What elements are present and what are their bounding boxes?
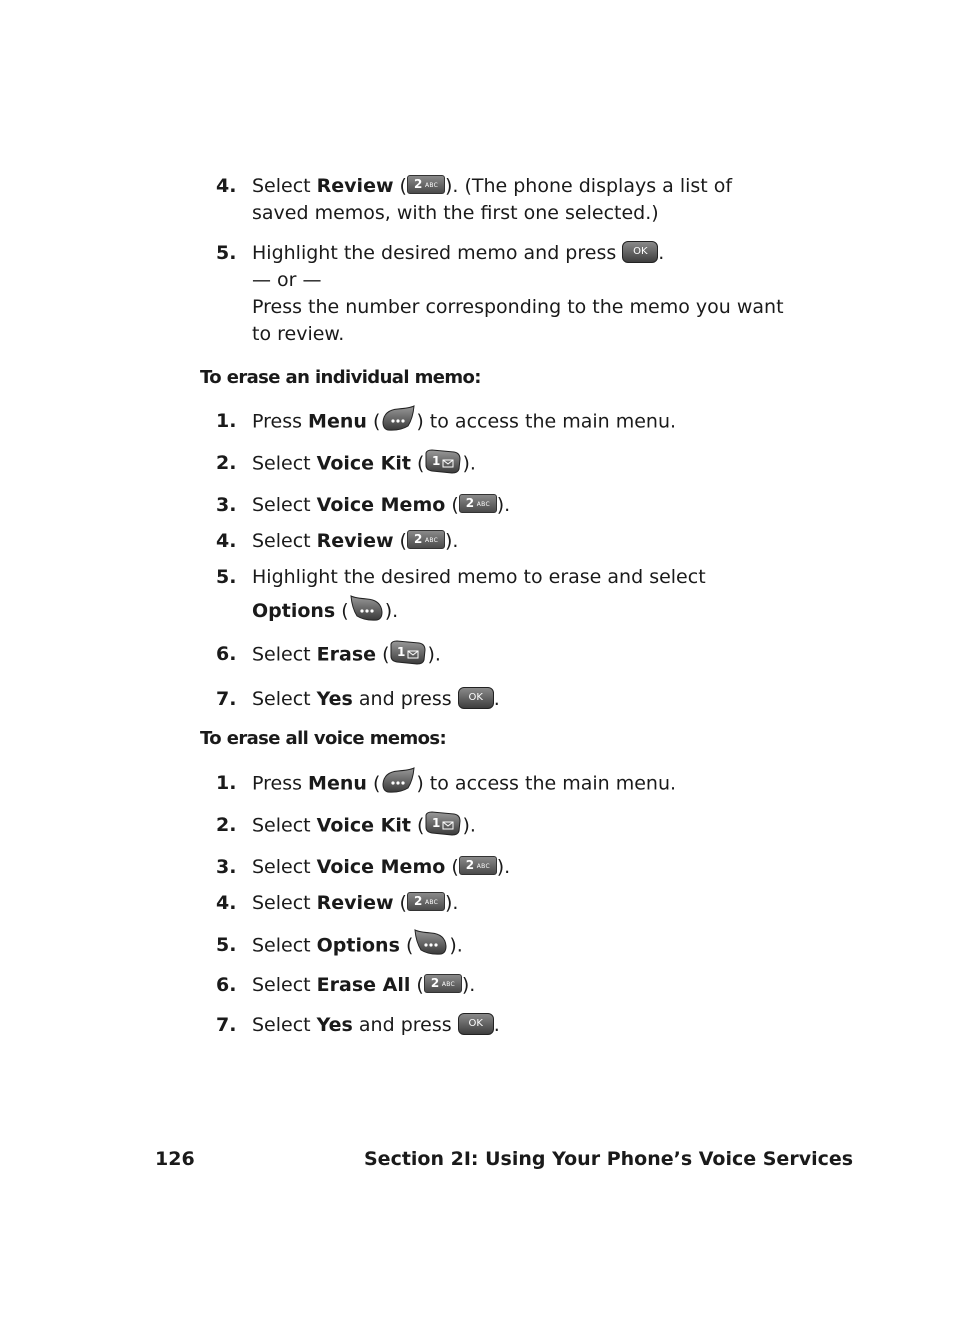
one-envelope-key-icon [389, 638, 427, 666]
erase-individual-heading: To erase an individual memo: [200, 367, 481, 388]
one-envelope-key-icon [424, 809, 462, 837]
ok-key-icon: OK [458, 687, 494, 709]
section-title: Section 2I: Using Your Phone’s Voice Services [364, 1148, 854, 1170]
two-abc-key-icon: 2 ABC [407, 175, 445, 194]
erase-all-heading: To erase all voice memos: [200, 728, 447, 749]
menu-item-review: Review [316, 175, 394, 197]
one-key-digit: 1 [397, 645, 406, 659]
two-abc-key-icon: 2 ABC [459, 494, 497, 513]
two-abc-key-icon: 2 ABC [407, 892, 445, 911]
page-number: 126 [155, 1148, 195, 1170]
two-abc-key-icon: 2 ABC [424, 974, 462, 993]
step-number: 5. [216, 242, 237, 264]
one-key-digit: 1 [432, 454, 441, 468]
one-envelope-key-icon [424, 447, 462, 475]
two-abc-key-icon: 2 ABC [407, 530, 445, 549]
or-divider: — or — [252, 269, 322, 291]
options-softkey-icon [413, 928, 449, 956]
ok-key-icon: OK [622, 241, 658, 263]
one-key-digit: 1 [432, 816, 441, 830]
two-abc-key-icon: 2 ABC [459, 856, 497, 875]
ok-key-icon: OK [458, 1013, 494, 1035]
menu-softkey-icon [380, 404, 416, 432]
menu-softkey-icon [380, 766, 416, 794]
options-softkey-icon [349, 594, 385, 622]
step-number: 4. [216, 175, 237, 197]
